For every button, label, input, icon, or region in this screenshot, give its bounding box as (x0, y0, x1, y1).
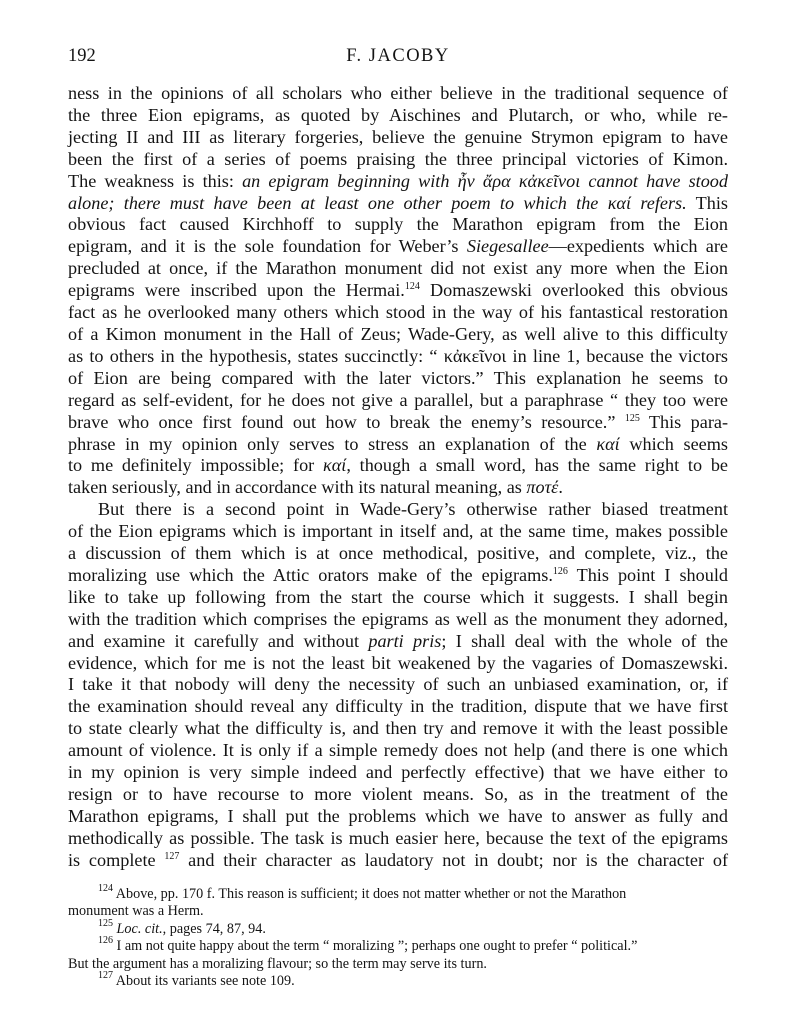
body-text (68, 83, 728, 872)
text-line (68, 412, 728, 432)
italic-run: an epigram beginning with ἦν ἄρα κἀκεῖνοι cannot have stood (242, 170, 728, 191)
text-line: I take it that nobody will deny the necessity of such an unbiased examination, or, if (68, 674, 728, 695)
footnote-124 (68, 882, 728, 904)
text-run: moralizing use which the Attic orators make of the epigrams. (68, 564, 553, 585)
text-line: methodically as possible. The task is much easier here, because the text of the epigrams (68, 827, 728, 848)
page-number: 192 (68, 46, 96, 66)
text-run: Domaszewski overlooked this obvious (419, 280, 728, 301)
page-header (68, 46, 728, 76)
text-run: and examine it carefully and without (68, 630, 369, 651)
text-line: regard as self-evident, for he does not give a parallel, but a paraphrase “ they too were (68, 389, 728, 410)
italic-run: καί (596, 433, 620, 454)
text-run: epigram, and it is the sole foundation for Weber’s (68, 236, 467, 257)
footnotes (68, 882, 728, 991)
text-line: precluded at once, if the Marathon monument did not exist any more when the Eion (68, 258, 728, 279)
text-line: amount of violence. It is only if a simple remedy does not help (and there is one which (68, 740, 728, 761)
text-line: with the tradition which comprises the epigrams as well as the monument they adorned, (68, 608, 728, 629)
italic-run: Siegesallee (466, 236, 549, 257)
text-line: of Eion are being compared with the later victors.” This explanation he seems to (68, 367, 728, 388)
text-run: to me definitely impossible; for (68, 455, 323, 476)
text-run: , though a small word, has the same right to be (346, 455, 729, 476)
text-run: and their character as laudatory not in doubt; nor is the character of (179, 849, 729, 870)
footnote-ref: 125 (624, 412, 640, 424)
text-line: in my opinion is very simple indeed and perfectly effective) that we have either to (68, 762, 728, 783)
text-line: resign or to have recourse to more violent means. So, as in the treatment of the (68, 784, 728, 804)
text-line: a discussion of them which is at once methodical, positive, and complete, viz., the (68, 543, 728, 564)
text-line: as to others in the hypothesis, states succinctly: “ κἀκεῖνοι in line 1, because the victors (68, 345, 728, 366)
text-run: . (558, 477, 563, 498)
text-line (68, 565, 728, 585)
text-run: epigrams were inscribed upon the Hermai. (68, 280, 405, 301)
paragraph-1 (68, 83, 728, 477)
text-line (68, 631, 728, 651)
paragraph-1-end (68, 477, 728, 499)
footnote-ref: 126 (552, 565, 568, 577)
footnote-mark: 125 (98, 917, 113, 929)
text-line: to state clearly what the difficulty is, and then try and remove it with the least possible (68, 718, 728, 739)
footnote-text: About its variants see note 109. (113, 973, 295, 990)
text-run: brave who once first found out how to break the enemy’s resource.” (68, 411, 625, 432)
text-line: fact as he overlooked many others which stood in the way of his fantastical restoration (68, 302, 728, 323)
text-line: the examination should reveal any difficulty in the tradition, dispute that we have first (68, 696, 728, 717)
footnote-italic: Loc. cit. (116, 920, 163, 937)
text-line: of a Kimon monument in the Hall of Zeus; Wade-Gery, as well alive to this difficulty (68, 323, 728, 344)
text-line (68, 280, 728, 300)
footnote-125 (68, 917, 728, 939)
paragraph-2 (68, 499, 728, 871)
page (68, 46, 728, 991)
footnote-text: Above, pp. 170 f. This reason is sufficient; it does not matter whether or not the Marathon (113, 885, 627, 902)
text-line: jecting II and III as literary forgeries, believe the genuine Strymon epigram to have (68, 126, 728, 147)
footnote-mark: 124 (98, 882, 113, 894)
text-run: phrase in my opinion only serves to stress an explanation of the (68, 433, 597, 454)
text-run: is complete (68, 849, 165, 870)
text-line (68, 477, 563, 497)
footnote-126-cont: But the argument has a moralizing flavour; so the term may serve its turn. (68, 955, 487, 972)
footnote-ref: 127 (164, 850, 180, 862)
text-line (68, 236, 728, 256)
text-run: ; I shall deal with the whole of the (441, 630, 728, 651)
footnote-mark: 127 (98, 970, 113, 982)
text-line: obvious fact caused Kirchhoff to supply the Marathon epigram from the Eion (68, 214, 728, 235)
text-line: like to take up following from the start the course which it suggests. I shall begin (68, 586, 728, 607)
text-line: been the first of a series of poems praising the three principal victories of Kimon. (68, 148, 728, 169)
italic-run: parti pris (368, 630, 442, 651)
italic-run: ποτέ (526, 477, 559, 498)
italic-run: καί (323, 455, 347, 476)
text-line: Marathon epigrams, I shall put the problems which we have to answer as fully and (68, 805, 728, 826)
footnote-text: I am not quite happy about the term “ moralizing ”; perhaps one ought to prefer “ political.” (113, 938, 638, 955)
text-line (68, 850, 728, 870)
text-line: ness in the opinions of all scholars who either believe in the traditional sequence of (68, 83, 728, 103)
text-line (68, 434, 728, 454)
italic-run: alone; there must have been at least one other poem to which the καί refers. (68, 192, 687, 213)
footnote-text: , pages 74, 87, 94. (162, 920, 266, 937)
running-head: F. JACOBY (346, 46, 450, 66)
footnote-mark: 126 (98, 935, 113, 947)
text-run: —expedients which are (548, 236, 728, 257)
text-line (68, 455, 728, 475)
text-line (68, 193, 728, 213)
text-run: which seems (619, 433, 728, 454)
text-line: of the Eion epigrams which is important in itself and, at the same time, makes possible (68, 521, 728, 542)
text-run: taken seriously, and in accordance with its natural meaning, as (68, 477, 527, 498)
text-line (68, 171, 728, 191)
text-run: This para- (639, 411, 729, 432)
footnote-127 (68, 970, 728, 991)
footnote-124-cont: monument was a Herm. (68, 903, 204, 920)
text-line: the three Eion epigrams, as quoted by Aischines and Plutarch, or who, while re- (68, 104, 728, 125)
text-run: This point I should (567, 564, 728, 585)
text-line: evidence, which for me is not the least bit weakened by the vagaries of Domaszewski. (68, 652, 728, 673)
footnote-126 (68, 935, 728, 956)
text-run: This (686, 192, 728, 213)
text-line: But there is a second point in Wade-Gery’s otherwise rather biased treatment (98, 499, 728, 520)
footnote-ref: 124 (404, 281, 420, 293)
text-run: The weakness is this: (68, 170, 243, 191)
